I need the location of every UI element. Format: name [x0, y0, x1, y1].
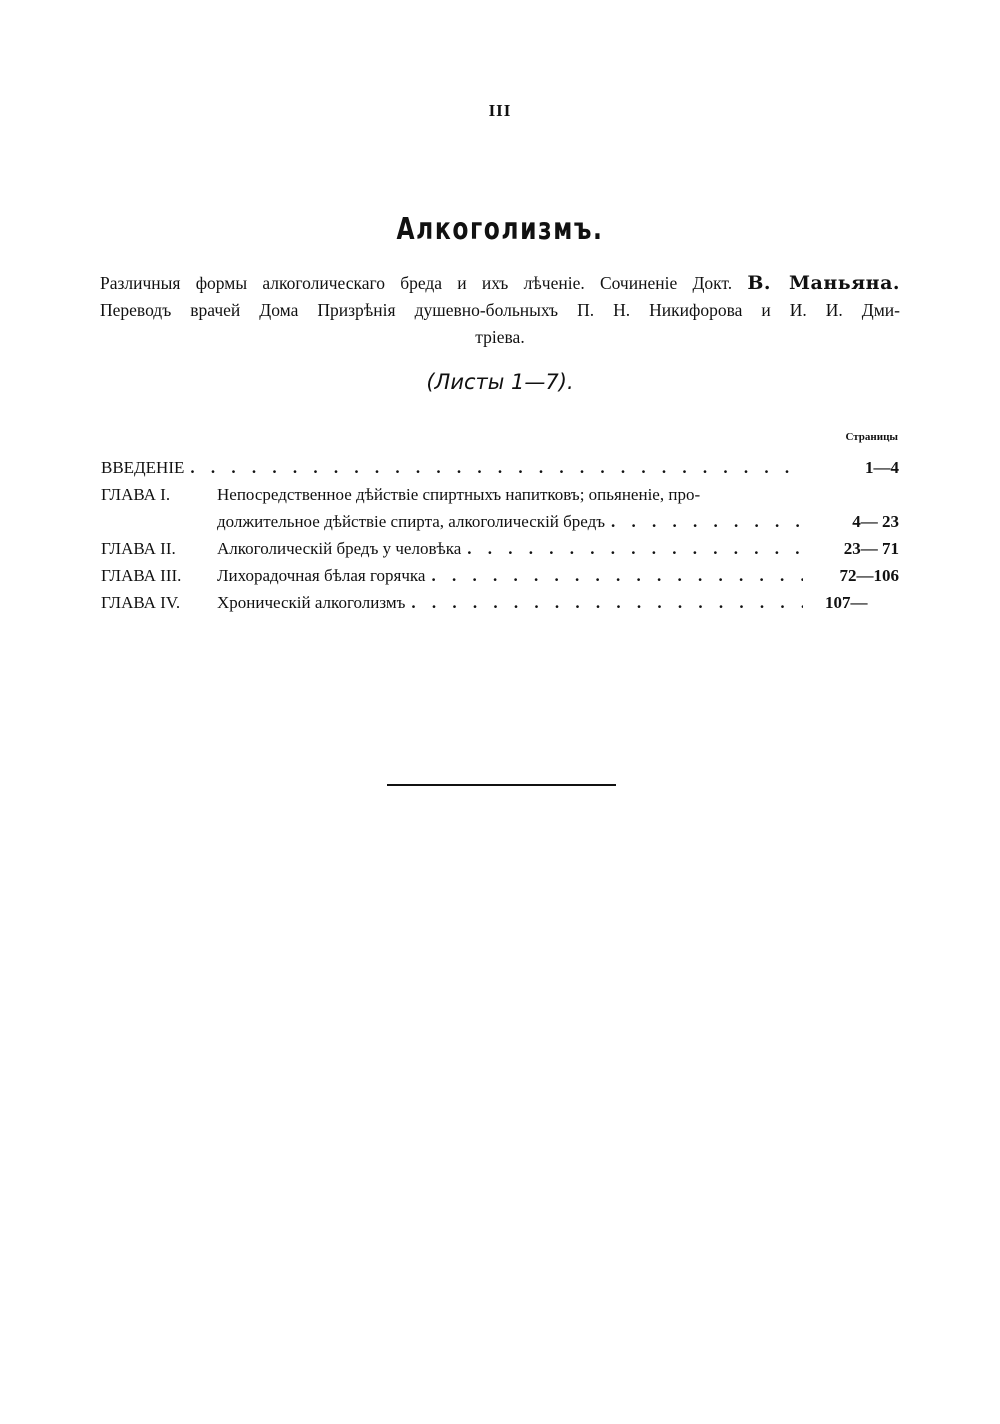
toc-leader-dots	[431, 562, 803, 589]
subtitle-text-1: Различныя формы алкоголическаго бреда и ихъ лѣченіе. Сочиненіе Докт.	[100, 273, 733, 293]
toc-leader-dots	[611, 508, 803, 535]
section-divider	[387, 784, 616, 786]
toc-title: Алкоголическій бредъ у человѣка	[217, 539, 462, 558]
toc-leader-dots	[190, 454, 803, 481]
toc-title: Хроническій алкоголизмъ	[217, 593, 406, 612]
toc-label: ГЛАВА I.	[101, 485, 171, 504]
pages-column-header: Страницы	[845, 431, 898, 443]
toc-label: ВВЕДЕНІЕ	[101, 458, 185, 477]
page-number: III	[488, 101, 512, 120]
toc-title: Лихорадочная бѣлая горячка	[217, 566, 426, 585]
author-name: В. Маньяна.	[747, 272, 900, 294]
toc-entry-chapter-1	[101, 481, 899, 535]
toc-title-continued: должительное дѣйствіе спирта, алкоголическій бредъ	[217, 512, 606, 531]
sheets-range: (Листы 1—7).	[426, 370, 574, 394]
toc-pages: 107—	[825, 593, 868, 612]
toc-entry-chapter-4	[101, 589, 899, 616]
subtitle-line-1	[100, 270, 900, 297]
toc-entry-chapter-3	[101, 562, 899, 589]
toc-title: Непосредственное дѣйствіе спиртныхъ напитковъ; опьяненіе, про-	[217, 485, 701, 504]
toc-pages: 1—4	[865, 458, 899, 477]
toc-label: ГЛАВА IV.	[101, 593, 181, 612]
toc-pages: 72—106	[839, 566, 899, 585]
subtitle-line-2: Переводъ врачей Дома Призрѣнія душевно-больныхъ П. Н. Никифорова и И. И. Дми-	[100, 300, 900, 320]
toc-pages: 4— 23	[852, 512, 899, 531]
toc-label: ГЛАВА II.	[101, 539, 176, 558]
document-title: Алкоголизмъ.	[396, 212, 604, 247]
table-of-contents	[101, 454, 899, 616]
toc-pages: 23— 71	[843, 539, 899, 558]
toc-label: ГЛАВА III.	[101, 566, 182, 585]
toc-entry-chapter-2	[101, 535, 899, 562]
toc-leader-dots	[467, 535, 803, 562]
toc-entry-introduction	[101, 454, 899, 481]
toc-leader-dots	[411, 589, 803, 616]
subtitle-line-3: тріева.	[475, 327, 525, 347]
subtitle-block	[100, 270, 900, 351]
